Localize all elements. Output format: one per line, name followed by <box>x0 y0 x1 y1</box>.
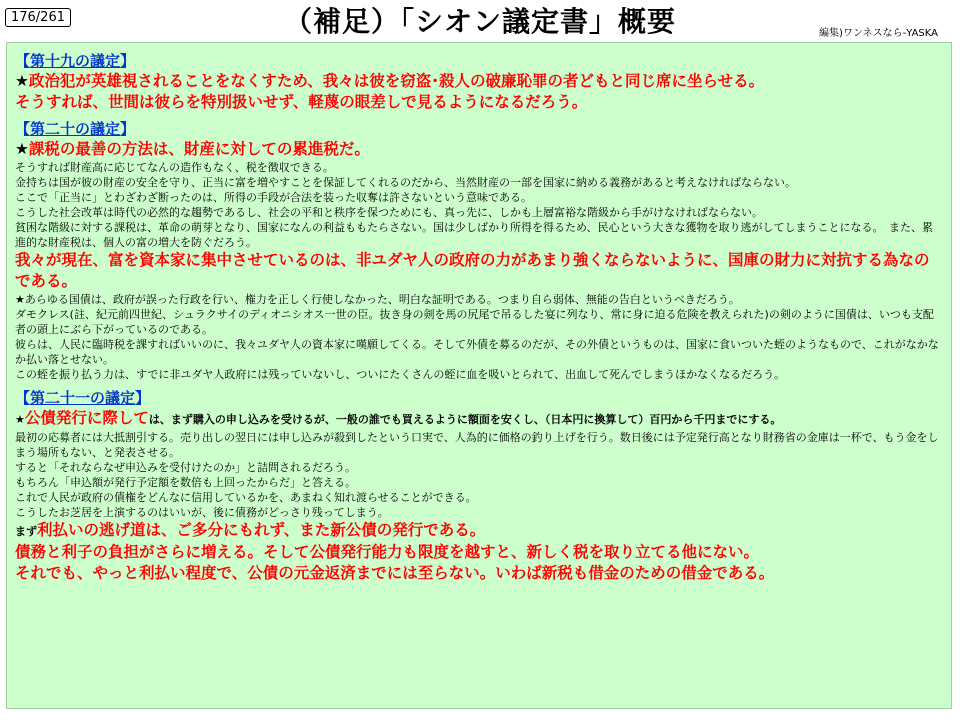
sec20-p5: 貧困な階級に対する課税は、革命の萌芽となり、国家になんの利益ももたらさない。国は少しばかり所得を得るため、民心という大きな獲物を取り逃がしてしまうことになる。 また、累進的な財産税は、個人の富の増大を防ぐだろう。 <box>15 221 934 249</box>
bracket-open: 【 <box>15 120 31 138</box>
section-21-heading <box>15 388 943 408</box>
sec20-p6: ★あらゆる国債は、政府が誤った行政を行い、権力を正しく行使しなかった、明白な証明である。つまり自ら弱体、無能の告白というべきだろう。 <box>15 293 740 306</box>
sec20-p9: この蛭を振り払う力は、すでに非ユダヤ人政府には残っていないし、ついにたくさんの蛭に血を吸いとられて、出血して死んでしまうほかなくなるだろう。 <box>15 368 786 381</box>
section-19-title: 第十九の議定 <box>30 52 121 70</box>
page-counter: 176/261 <box>5 8 71 27</box>
editor-credit: 編集)ワンネスなら-YASKA <box>819 28 938 39</box>
star-icon: ★ <box>15 140 29 158</box>
bracket-close: 】 <box>135 389 151 407</box>
sec19-line1: ★政治犯が英雄視されることをなくすため、我々は彼を窃盗･殺人の破廉恥罪の者どもと同じ席に坐らせる。 <box>15 72 765 90</box>
bracket-open: 【 <box>15 52 31 70</box>
bracket-close: 】 <box>120 120 136 138</box>
sec21-p3: もちろん「申込額が発行予定額を数倍も上回ったからだ」と答える。 <box>15 476 356 489</box>
bracket-open: 【 <box>15 389 31 407</box>
sec20-lead: ★課税の最善の方法は、財産に対しての累進税だ。 <box>15 140 370 158</box>
sec21-red1: まず利払いの逃げ道は、ご多分にもれず、また新公債の発行である。 <box>15 521 486 539</box>
sec20-p7: ダモクレス(註、紀元前四世紀、シュラクサイのディオニシオス一世の臣。抜き身の剣を馬の尻尾で吊るした宴に列なり、常に身に迫る危険を教えられた)の剣のように国債は、いつも支配者の頭上にぶら下がっているのである。 <box>15 308 934 336</box>
section-21-title: 第二十一の議定 <box>30 389 136 407</box>
sec20-p2: 金持ちは国が彼の財産の安全を守り、正当に富を増やすことを保証してくれるのだから、当然財産の一部を国家に納める義務があると考えなければならない。 <box>15 176 796 189</box>
sec20-red: 我々が現在、富を資本家に集中させているのは、非ユダヤ人の政府の力があまり強くならないように、国庫の財力に対抗する為なのである。 <box>15 251 930 290</box>
bracket-close: 】 <box>120 52 136 70</box>
content-panel <box>6 42 952 709</box>
sec21-p2: すると「それならなぜ申込みを受付けたのか」と詰問されるだろう。 <box>15 461 356 474</box>
sec20-p8: 彼らは、人民に臨時税を課すればいいのに、我々ユダヤ人の資本家に嘆願してくる。そして外債を募るのだが、その外債というものは、国家に食いついた蛭のようなもので、これがなかなか払い落とせない。 <box>15 338 939 366</box>
section-19-heading <box>15 51 943 71</box>
sec20-p4: こうした社会改革は時代の必然的な趨勢であるし、社会の平和と秩序を保つためにも、真っ先に、しかも上層富裕な階級から手がけなければならない。 <box>15 206 763 219</box>
star-icon: ★ <box>15 72 29 90</box>
sec20-p3: ここで「正当に」とわざわざ断ったのは、所得の手段が合法を装った収奪は許さないという意味である。 <box>15 191 532 204</box>
sec21-p1: 最初の応募者には大抵割引する。売り出しの翌日には申し込みが殺到したという口実で、人為的に価格の釣り上げを行う。数日後には予定発行高となり財務省の金庫は一杯で、もう金をしまう場所もない、と発表させる。 <box>15 431 939 459</box>
sec21-lead: ★公債発行に際しては、まず購入の申し込みを受けるが、一般の誰でも買えるように額面を安くし、（日本円に換算して）百円から千円までにする。 <box>15 409 782 427</box>
section-20-heading <box>15 119 943 139</box>
sec21-red2: 債務と利子の負担がさらに増える。そして公債発行能力も限度を越すと、新しく税を取り立てる他にない。 <box>15 543 760 561</box>
sec19-line2: そうすれば、世間は彼らを特別扱いせず、軽蔑の眼差しで見るようになるだろう。 <box>15 93 588 111</box>
sec20-p1: そうすれば財産高に応じてなんの造作もなく、税を徴収できる。 <box>15 161 334 174</box>
sec21-p5: こうしたお芝居を上演するのはいいが、後に債務がどっさり残ってしまう。 <box>15 506 389 519</box>
section-20-title: 第二十の議定 <box>30 120 121 138</box>
sec21-red3: それでも、やっと利払い程度で、公債の元金返済までには至らない。いわば新税も借金のための借金である。 <box>15 564 775 582</box>
sec21-p4: これで人民が政府の債権をどんなに信用しているかを、あまねく知れ渡らせることができる。 <box>15 491 477 504</box>
star-icon: ★ <box>15 413 25 426</box>
star-icon: ★ <box>15 293 25 306</box>
page-title: （補足）「シオン議定書」概要 <box>283 5 676 38</box>
